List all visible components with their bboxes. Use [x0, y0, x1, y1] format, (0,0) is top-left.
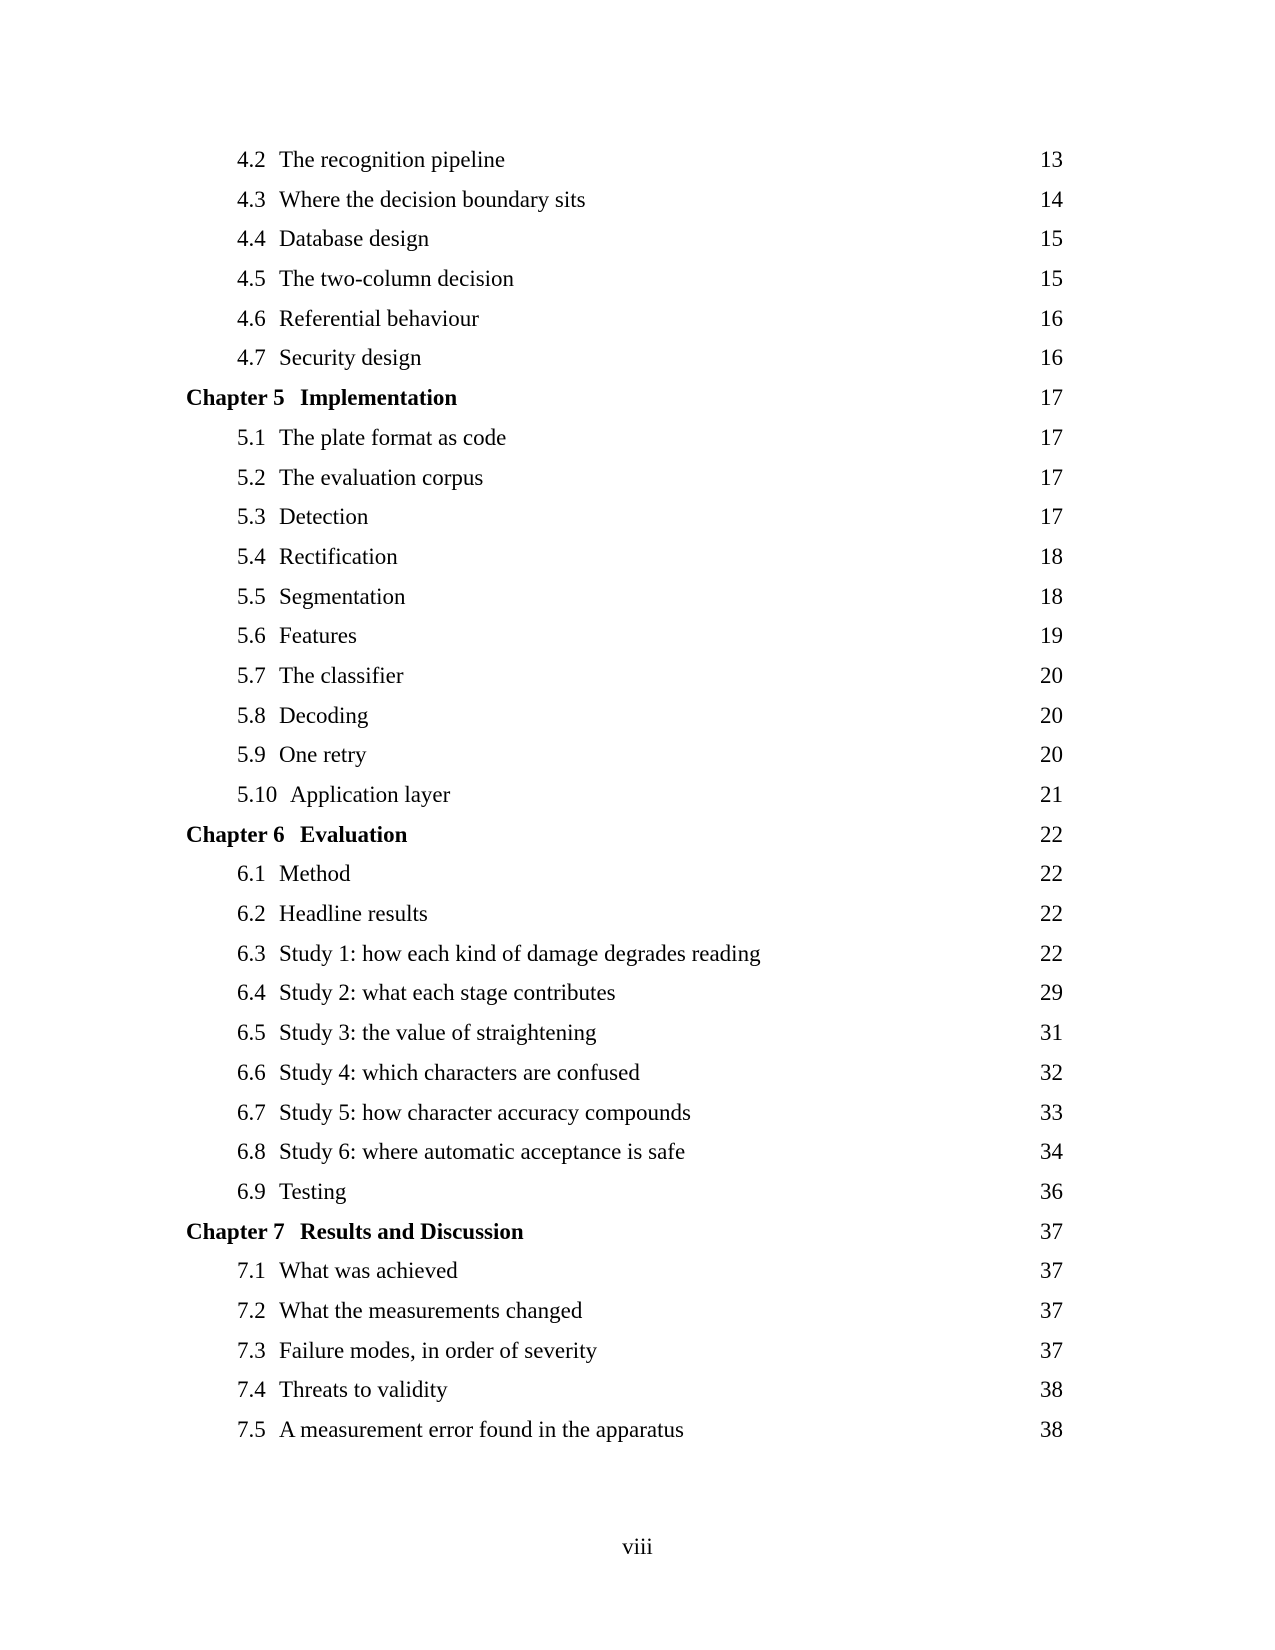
toc-section-entry[interactable]: [0, 502, 1275, 542]
table-of-contents: [0, 145, 1275, 1455]
section-number: 5.8: [237, 702, 266, 728]
section-title: Method: [279, 861, 351, 887]
page-reference: 29: [1040, 980, 1063, 1006]
section-number: 4.5: [237, 266, 266, 292]
toc-section-entry[interactable]: [0, 1336, 1275, 1376]
section-number: 6.1: [237, 861, 266, 887]
section-number: 6.3: [237, 940, 266, 966]
section-title: Security design: [279, 345, 422, 371]
section-title: Segmentation: [279, 583, 406, 609]
section-number: 5.5: [237, 583, 266, 609]
section-title: Failure modes, in order of severity: [279, 1337, 598, 1363]
page-reference: 17: [1040, 464, 1063, 490]
section-title: The recognition pipeline: [279, 147, 506, 172]
toc-section-entry[interactable]: [0, 343, 1275, 383]
page-reference: 22: [1040, 940, 1063, 966]
section-number: 6.2: [237, 901, 266, 927]
toc-chapter-entry[interactable]: [0, 383, 1275, 423]
page-reference: 21: [1040, 782, 1063, 807]
toc-chapter-entry[interactable]: [0, 820, 1275, 860]
section-title: Study 5: how character accuracy compounds: [279, 1099, 691, 1125]
toc-section-entry[interactable]: [0, 145, 1275, 185]
section-title: Headline results: [279, 901, 428, 927]
toc-section-entry[interactable]: [0, 582, 1275, 622]
section-title: Study 4: which characters are confused: [279, 1059, 640, 1085]
page-reference: 16: [1040, 305, 1063, 331]
page-reference: 22: [1040, 861, 1063, 887]
section-number: 5.3: [237, 504, 266, 530]
page-reference: 31: [1040, 1020, 1063, 1046]
chapter-number: Chapter 7: [186, 1218, 285, 1244]
toc-section-entry[interactable]: [0, 780, 1275, 820]
page-reference: 20: [1040, 702, 1063, 728]
section-title: Referential behaviour: [279, 305, 479, 331]
toc-section-entry[interactable]: [0, 1415, 1275, 1455]
toc-section-entry[interactable]: [0, 264, 1275, 304]
section-title: Study 6: where automatic acceptance is safe: [279, 1139, 686, 1165]
section-number: 4.3: [237, 186, 266, 212]
page-reference: 17: [1040, 385, 1063, 411]
section-number: 4.4: [237, 226, 266, 252]
toc-section-entry[interactable]: [0, 1058, 1275, 1098]
section-number: 5.9: [237, 742, 266, 768]
section-number: 4.2: [237, 147, 266, 172]
page-reference: 14: [1040, 186, 1063, 212]
section-title: Testing: [279, 1178, 347, 1204]
toc-section-entry[interactable]: [0, 899, 1275, 939]
section-title: Application layer: [290, 782, 451, 807]
section-title: One retry: [279, 742, 367, 768]
section-title: Threats to validity: [279, 1377, 448, 1403]
section-number: 7.5: [237, 1417, 266, 1442]
toc-section-entry[interactable]: [0, 859, 1275, 899]
section-title: Where the decision boundary sits: [279, 186, 586, 212]
chapter-title: Results and Discussion: [300, 1218, 524, 1244]
toc-section-entry[interactable]: [0, 740, 1275, 780]
page-reference: 38: [1040, 1417, 1063, 1442]
section-number: 7.3: [237, 1337, 266, 1363]
page-reference: 13: [1040, 147, 1063, 172]
toc-section-entry[interactable]: [0, 1098, 1275, 1138]
toc-section-entry[interactable]: [0, 621, 1275, 661]
toc-section-entry[interactable]: [0, 701, 1275, 741]
section-title: The evaluation corpus: [279, 464, 484, 490]
section-number: 6.7: [237, 1099, 266, 1125]
page-reference: 32: [1040, 1059, 1063, 1085]
toc-section-entry[interactable]: [0, 1296, 1275, 1336]
page-reference: 37: [1040, 1218, 1063, 1244]
section-number: 5.2: [237, 464, 266, 490]
page-reference: 16: [1040, 345, 1063, 371]
toc-section-entry[interactable]: [0, 1018, 1275, 1058]
section-title: The classifier: [279, 662, 404, 688]
page-reference: 37: [1040, 1297, 1063, 1323]
toc-section-entry[interactable]: [0, 1137, 1275, 1177]
section-number: 5.4: [237, 543, 266, 569]
toc-section-entry[interactable]: [0, 423, 1275, 463]
section-title: Study 1: how each kind of damage degrades reading: [279, 940, 761, 966]
toc-section-entry[interactable]: [0, 1256, 1275, 1296]
page-reference: 18: [1040, 543, 1063, 569]
toc-section-entry[interactable]: [0, 224, 1275, 264]
toc-section-entry[interactable]: [0, 939, 1275, 979]
section-title: A measurement error found in the apparatus: [279, 1417, 684, 1442]
page-reference: 15: [1040, 266, 1063, 292]
page-reference: 17: [1040, 504, 1063, 530]
page-reference: 22: [1040, 821, 1063, 847]
toc-section-entry[interactable]: [0, 542, 1275, 582]
page-reference: 18: [1040, 583, 1063, 609]
page-reference: 33: [1040, 1099, 1063, 1125]
chapter-title: Evaluation: [300, 821, 408, 847]
section-title: Features: [279, 623, 357, 649]
toc-section-entry[interactable]: [0, 1177, 1275, 1217]
section-title: Rectification: [279, 543, 398, 569]
page-reference: 34: [1040, 1139, 1063, 1165]
chapter-title: Implementation: [300, 385, 458, 411]
page-reference: 36: [1040, 1178, 1063, 1204]
section-title: The two-column decision: [279, 266, 515, 292]
toc-section-entry[interactable]: [0, 304, 1275, 344]
section-number: 6.9: [237, 1178, 266, 1204]
section-number: 5.7: [237, 662, 266, 688]
page-reference: 37: [1040, 1337, 1063, 1363]
page-reference: 22: [1040, 901, 1063, 927]
section-number: 7.2: [237, 1297, 266, 1323]
section-number: 6.6: [237, 1059, 266, 1085]
section-title: What the measurements changed: [279, 1297, 583, 1323]
section-title: Database design: [279, 226, 430, 252]
section-number: 6.5: [237, 1020, 266, 1046]
page-number: viii: [622, 1534, 653, 1559]
page-reference: 15: [1040, 226, 1063, 252]
chapter-number: Chapter 5: [186, 385, 285, 411]
section-number: 5.6: [237, 623, 266, 649]
section-title: Study 3: the value of straightening: [279, 1020, 597, 1046]
toc-section-entry[interactable]: [0, 978, 1275, 1018]
section-number: 5.1: [237, 424, 266, 450]
section-number: 7.1: [237, 1258, 266, 1284]
toc-section-entry[interactable]: [0, 185, 1275, 225]
section-title: What was achieved: [279, 1258, 458, 1284]
section-number: 6.4: [237, 980, 266, 1006]
page-reference: 38: [1040, 1377, 1063, 1403]
toc-section-entry[interactable]: [0, 661, 1275, 701]
section-title: Decoding: [279, 702, 369, 728]
page-reference: 37: [1040, 1258, 1063, 1284]
chapter-number: Chapter 6: [186, 821, 285, 847]
toc-chapter-entry[interactable]: [0, 1217, 1275, 1257]
section-number: 5.10: [237, 782, 278, 807]
section-number: 4.7: [237, 345, 266, 371]
section-number: 6.8: [237, 1139, 266, 1165]
page-reference: 20: [1040, 662, 1063, 688]
page-reference: 20: [1040, 742, 1063, 768]
section-number: 7.4: [237, 1377, 266, 1403]
toc-section-entry[interactable]: [0, 463, 1275, 503]
section-title: Detection: [279, 504, 369, 530]
section-number: 4.6: [237, 305, 266, 331]
section-title: Study 2: what each stage contributes: [279, 980, 616, 1006]
page-reference: 19: [1040, 623, 1063, 649]
page-reference: 17: [1040, 424, 1063, 450]
toc-section-entry[interactable]: [0, 1375, 1275, 1415]
section-title: The plate format as code: [279, 424, 507, 450]
